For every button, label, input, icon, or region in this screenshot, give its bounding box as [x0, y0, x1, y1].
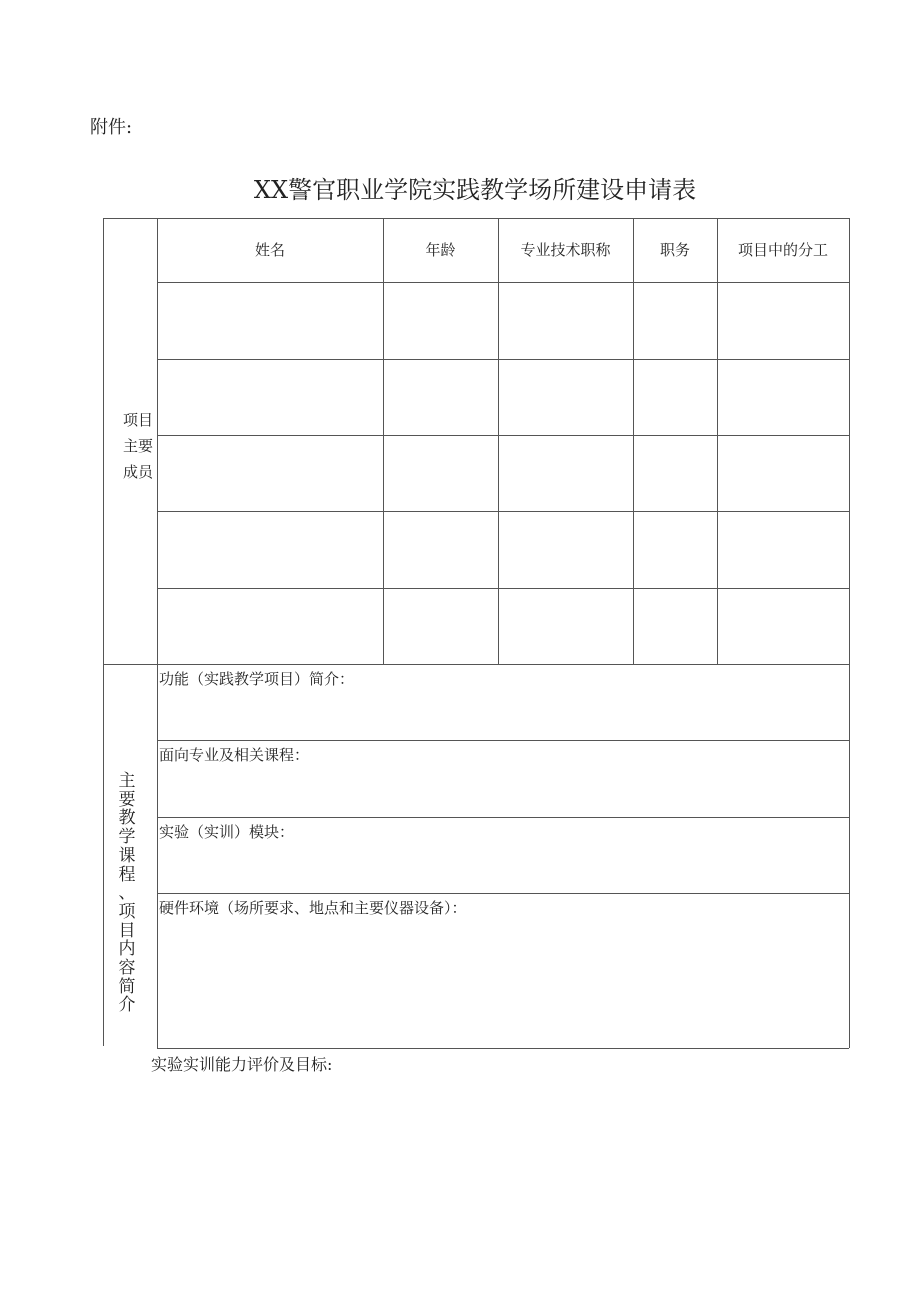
label-char: 简	[118, 976, 136, 997]
label-char: 目	[118, 920, 136, 941]
label-char: 主	[118, 771, 136, 791]
label-line: 项目	[122, 411, 153, 429]
label-char: 程	[118, 864, 136, 885]
header-name: 姓名	[254, 241, 285, 259]
row-line	[157, 893, 849, 894]
row-line	[157, 817, 849, 818]
row-line	[157, 740, 849, 741]
label-char: 项	[118, 901, 136, 922]
page-title: XX警官职业学院实践教学场所建设申请表	[253, 176, 697, 204]
header-title: 专业技术职称	[520, 241, 611, 259]
table-border	[157, 1048, 849, 1049]
row-line	[157, 435, 849, 436]
header-position: 职务	[659, 241, 690, 259]
section-divider	[103, 664, 849, 665]
row-line	[157, 511, 849, 512]
footer-label: 实验实训能力评价及目标:	[151, 1055, 333, 1074]
row-line	[157, 359, 849, 360]
table-border	[157, 218, 158, 1048]
field-function-intro: 功能（实践教学项目）简介：	[159, 670, 355, 688]
col-line	[498, 218, 499, 664]
field-majors-courses: 面向专业及相关课程：	[159, 746, 310, 764]
label-line: 成员	[122, 463, 153, 481]
label-char: 课	[118, 845, 136, 866]
header-role: 项目中的分工	[737, 241, 828, 259]
table-border	[849, 218, 850, 1048]
row-line	[157, 588, 849, 589]
attachment-label: 附件:	[90, 117, 133, 138]
label-char: 容	[118, 958, 136, 979]
label-char: 教	[118, 808, 136, 829]
label-char: 内	[118, 939, 136, 960]
label-char: 学	[118, 827, 136, 848]
members-section-label	[118, 407, 158, 485]
label-char: 要	[118, 789, 136, 810]
field-hardware: 硬件环境（场所要求、地点和主要仪器设备）：	[159, 899, 467, 917]
col-line	[633, 218, 634, 664]
label-char: 、	[118, 883, 136, 904]
label-char: 介	[118, 995, 136, 1016]
table-border	[103, 218, 104, 1046]
col-line	[383, 218, 384, 664]
header-age: 年龄	[425, 241, 456, 259]
field-lab-modules: 实验（实训）模块：	[159, 823, 295, 841]
label-line: 主要	[122, 437, 153, 455]
row-line	[157, 282, 849, 283]
col-line	[717, 218, 718, 664]
content-section-label	[115, 772, 139, 1015]
